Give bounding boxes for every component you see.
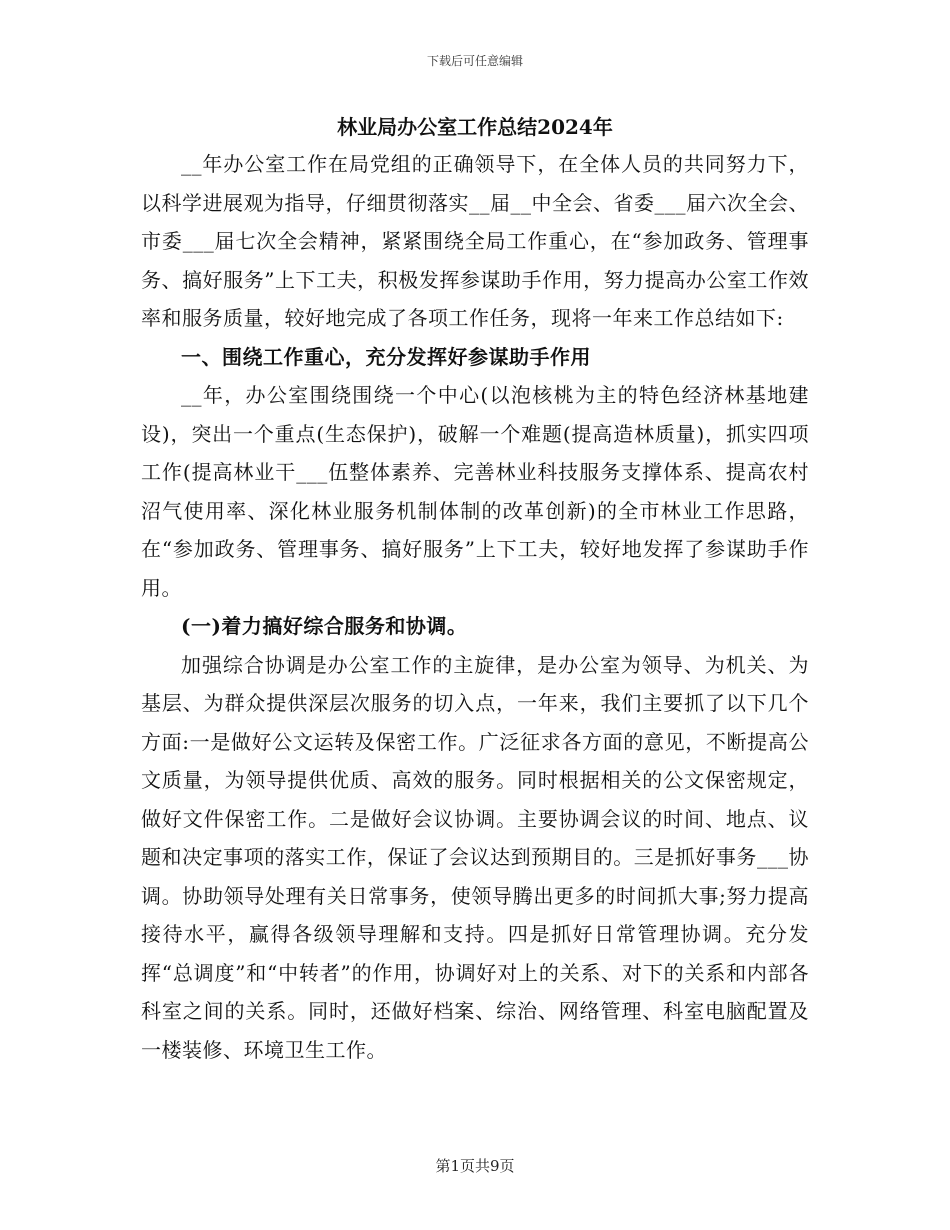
document-title: 林业局办公室工作总结2024年: [337, 115, 613, 139]
intro-paragraph: __年办公室工作在局党组的正确领导下，在全体人员的共同努力下，以科学进展观为指导，仔细贯彻落实__届__中全会、省委___届六次全会、市委___届七次全会精神，紧紧围绕全局工作重心，在“参加政务、管理事务、搞好服务”上下工夫，积极发挥参谋助手作用，努力提高办公室工作效率和服务质量，较好地完成了各项工作任务，现将一年来工作总结如下:: [141, 152, 809, 330]
page-indicator: 第1页共9页: [435, 1157, 515, 1175]
section-1-heading: 一、围绕工作重心，充分发挥好参谋助手作用: [181, 344, 591, 369]
section-1-paragraph: __年，办公室围绕围绕一个中心(以泡核桃为主的特色经济林基地建设)，突出一个重点(生态保护)，破解一个难题(提高造林质量)，抓实四项工作(提高林业干___伍整体素养、完善林业科技服务支撑体系、提高农村沼气使用率、深化林业服务机制体制的改革创新)的全市林业工作思路，在“参加政务、管理事务、搞好服务”上下工夫，较好地发挥了参谋助手作用。: [141, 383, 809, 600]
document-body: [141, 145, 809, 1069]
subsection-1-heading: (一)着力搞好综合服务和协调。: [181, 614, 468, 638]
subsection-1-paragraph: 加强综合协调是办公室工作的主旋律，是办公室为领导、为机关、为基层、为群众提供深层次服务的切入点，一年来，我们主要抓了以下几个方面:一是做好公文运转及保密工作。广泛征求各方面的意见，不断提高公文质量，为领导提供优质、高效的服务。同时根据相关的公文保密规定，做好文件保密工作。二是做好会议协调。主要协调会议的时间、地点、议题和决定事项的落实工作，保证了会议达到预期目的。三是抓好事务___协调。协助领导处理有关日常事务，使领导腾出更多的时间抓大事;努力提高接待水平，赢得各级领导理解和支持。四是抓好日常管理协调。充分发挥“总调度”和“中转者”的作用，协调好对上的关系、对下的关系和内部各科室之间的关系。同时，还做好档案、综治、网络管理、科室电脑配置及一楼装修、环境卫生工作。: [141, 652, 809, 1062]
header-note: 下载后可任意编辑: [426, 54, 523, 68]
